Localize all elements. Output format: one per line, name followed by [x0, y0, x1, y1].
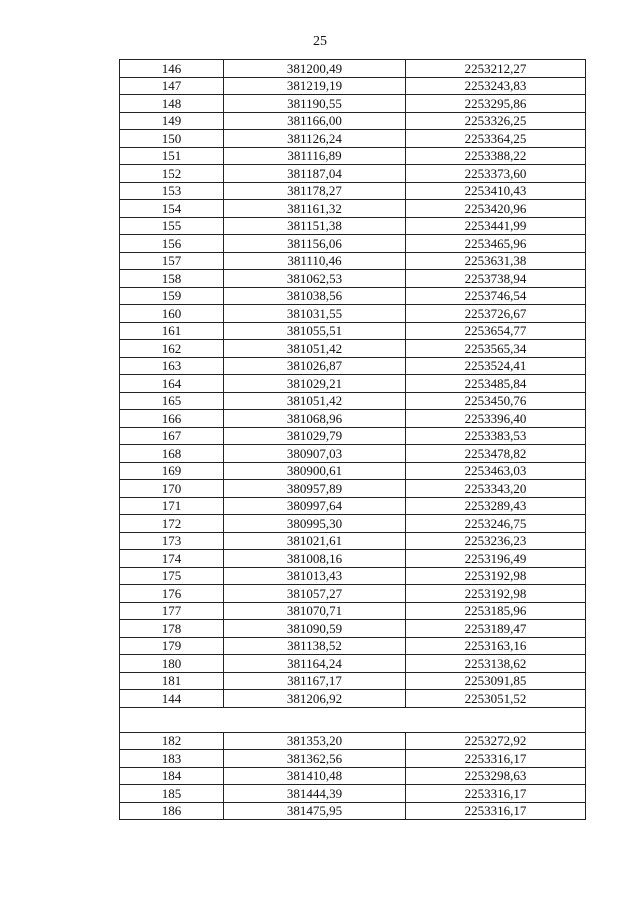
x-coordinate-cell: 381029,79 — [224, 427, 406, 445]
x-coordinate-cell: 381116,89 — [224, 147, 406, 165]
table-row — [120, 147, 586, 165]
point-number-cell: 172 — [120, 515, 224, 533]
table-row — [120, 690, 586, 708]
point-number-cell: 147 — [120, 77, 224, 95]
y-coordinate-cell: 2253289,43 — [406, 497, 586, 515]
y-coordinate-cell: 2253316,17 — [406, 802, 586, 820]
coordinates-table-body — [120, 60, 586, 820]
table-row — [120, 200, 586, 218]
table-row — [120, 767, 586, 785]
y-coordinate-cell: 2253565,34 — [406, 340, 586, 358]
y-coordinate-cell: 2253441,99 — [406, 217, 586, 235]
table-row — [120, 305, 586, 323]
point-number-cell: 165 — [120, 392, 224, 410]
y-coordinate-cell: 2253295,86 — [406, 95, 586, 113]
x-coordinate-cell: 381353,20 — [224, 732, 406, 750]
point-number-cell: 181 — [120, 672, 224, 690]
point-number-cell: 176 — [120, 585, 224, 603]
table-row — [120, 785, 586, 803]
point-number-cell: 158 — [120, 270, 224, 288]
x-coordinate-cell: 381410,48 — [224, 767, 406, 785]
x-coordinate-cell: 380907,03 — [224, 445, 406, 463]
point-number-cell: 161 — [120, 322, 224, 340]
x-coordinate-cell: 381161,32 — [224, 200, 406, 218]
x-coordinate-cell: 381444,39 — [224, 785, 406, 803]
table-row — [120, 77, 586, 95]
y-coordinate-cell: 2253478,82 — [406, 445, 586, 463]
table-row — [120, 252, 586, 270]
point-number-cell: 149 — [120, 112, 224, 130]
x-coordinate-cell: 381090,59 — [224, 620, 406, 638]
y-coordinate-cell: 2253192,98 — [406, 585, 586, 603]
x-coordinate-cell: 381190,55 — [224, 95, 406, 113]
page-number: 25 — [313, 34, 327, 49]
y-coordinate-cell: 2253631,38 — [406, 252, 586, 270]
table-row — [120, 165, 586, 183]
table-row — [120, 637, 586, 655]
point-number-cell: 148 — [120, 95, 224, 113]
x-coordinate-cell: 381187,04 — [224, 165, 406, 183]
x-coordinate-cell: 381475,95 — [224, 802, 406, 820]
y-coordinate-cell: 2253450,76 — [406, 392, 586, 410]
y-coordinate-cell: 2253364,25 — [406, 130, 586, 148]
y-coordinate-cell: 2253410,43 — [406, 182, 586, 200]
table-row — [120, 802, 586, 820]
table-row — [120, 375, 586, 393]
y-coordinate-cell: 2253138,62 — [406, 655, 586, 673]
x-coordinate-cell: 381206,92 — [224, 690, 406, 708]
x-coordinate-cell: 381138,52 — [224, 637, 406, 655]
table-gap-cell — [120, 707, 586, 732]
y-coordinate-cell: 2253212,27 — [406, 60, 586, 78]
point-number-cell: 163 — [120, 357, 224, 375]
y-coordinate-cell: 2253163,16 — [406, 637, 586, 655]
table-row — [120, 287, 586, 305]
point-number-cell: 182 — [120, 732, 224, 750]
table-gap-row — [120, 707, 586, 732]
x-coordinate-cell: 381110,46 — [224, 252, 406, 270]
y-coordinate-cell: 2253298,63 — [406, 767, 586, 785]
point-number-cell: 166 — [120, 410, 224, 428]
y-coordinate-cell: 2253196,49 — [406, 550, 586, 568]
x-coordinate-cell: 381167,17 — [224, 672, 406, 690]
x-coordinate-cell: 381008,16 — [224, 550, 406, 568]
table-row — [120, 497, 586, 515]
point-number-cell: 171 — [120, 497, 224, 515]
y-coordinate-cell: 2253383,53 — [406, 427, 586, 445]
x-coordinate-cell: 380997,64 — [224, 497, 406, 515]
table-row — [120, 270, 586, 288]
y-coordinate-cell: 2253326,25 — [406, 112, 586, 130]
table-row — [120, 462, 586, 480]
x-coordinate-cell: 381156,06 — [224, 235, 406, 253]
table-row — [120, 750, 586, 768]
table-row — [120, 515, 586, 533]
table-row — [120, 60, 586, 78]
table-row — [120, 340, 586, 358]
table-row — [120, 217, 586, 235]
x-coordinate-cell: 380995,30 — [224, 515, 406, 533]
y-coordinate-cell: 2253051,52 — [406, 690, 586, 708]
table-row — [120, 427, 586, 445]
x-coordinate-cell: 381031,55 — [224, 305, 406, 323]
point-number-cell: 169 — [120, 462, 224, 480]
x-coordinate-cell: 380957,89 — [224, 480, 406, 498]
point-number-cell: 144 — [120, 690, 224, 708]
x-coordinate-cell: 381021,61 — [224, 532, 406, 550]
x-coordinate-cell: 381178,27 — [224, 182, 406, 200]
x-coordinate-cell: 381026,87 — [224, 357, 406, 375]
point-number-cell: 183 — [120, 750, 224, 768]
table-row — [120, 567, 586, 585]
table-row — [120, 410, 586, 428]
point-number-cell: 154 — [120, 200, 224, 218]
point-number-cell: 159 — [120, 287, 224, 305]
point-number-cell: 170 — [120, 480, 224, 498]
y-coordinate-cell: 2253246,75 — [406, 515, 586, 533]
y-coordinate-cell: 2253463,03 — [406, 462, 586, 480]
point-number-cell: 160 — [120, 305, 224, 323]
x-coordinate-cell: 381164,24 — [224, 655, 406, 673]
point-number-cell: 157 — [120, 252, 224, 270]
table-row — [120, 182, 586, 200]
x-coordinate-cell: 381029,21 — [224, 375, 406, 393]
y-coordinate-cell: 2253738,94 — [406, 270, 586, 288]
x-coordinate-cell: 381057,27 — [224, 585, 406, 603]
table-row — [120, 235, 586, 253]
point-number-cell: 179 — [120, 637, 224, 655]
x-coordinate-cell: 381166,00 — [224, 112, 406, 130]
point-number-cell: 178 — [120, 620, 224, 638]
point-number-cell: 168 — [120, 445, 224, 463]
x-coordinate-cell: 381070,71 — [224, 602, 406, 620]
table-row — [120, 602, 586, 620]
table-row — [120, 732, 586, 750]
x-coordinate-cell: 381126,24 — [224, 130, 406, 148]
y-coordinate-cell: 2253524,41 — [406, 357, 586, 375]
y-coordinate-cell: 2253343,20 — [406, 480, 586, 498]
table-row — [120, 550, 586, 568]
point-number-cell: 177 — [120, 602, 224, 620]
y-coordinate-cell: 2253189,47 — [406, 620, 586, 638]
table-row — [120, 392, 586, 410]
point-number-cell: 155 — [120, 217, 224, 235]
table-row — [120, 672, 586, 690]
point-number-cell: 186 — [120, 802, 224, 820]
y-coordinate-cell: 2253272,92 — [406, 732, 586, 750]
point-number-cell: 180 — [120, 655, 224, 673]
table-row — [120, 322, 586, 340]
table-row — [120, 480, 586, 498]
table-row — [120, 655, 586, 673]
table-row — [120, 445, 586, 463]
point-number-cell: 152 — [120, 165, 224, 183]
y-coordinate-cell: 2253465,96 — [406, 235, 586, 253]
x-coordinate-cell: 381068,96 — [224, 410, 406, 428]
y-coordinate-cell: 2253726,67 — [406, 305, 586, 323]
table-row — [120, 95, 586, 113]
table-row — [120, 585, 586, 603]
point-number-cell: 175 — [120, 567, 224, 585]
point-number-cell: 173 — [120, 532, 224, 550]
x-coordinate-cell: 380900,61 — [224, 462, 406, 480]
point-number-cell: 153 — [120, 182, 224, 200]
y-coordinate-cell: 2253185,96 — [406, 602, 586, 620]
x-coordinate-cell: 381151,38 — [224, 217, 406, 235]
y-coordinate-cell: 2253396,40 — [406, 410, 586, 428]
point-number-cell: 167 — [120, 427, 224, 445]
y-coordinate-cell: 2253192,98 — [406, 567, 586, 585]
point-number-cell: 184 — [120, 767, 224, 785]
y-coordinate-cell: 2253316,17 — [406, 785, 586, 803]
x-coordinate-cell: 381055,51 — [224, 322, 406, 340]
point-number-cell: 150 — [120, 130, 224, 148]
y-coordinate-cell: 2253420,96 — [406, 200, 586, 218]
table-row — [120, 112, 586, 130]
point-number-cell: 162 — [120, 340, 224, 358]
y-coordinate-cell: 2253373,60 — [406, 165, 586, 183]
coordinates-table — [119, 59, 586, 820]
point-number-cell: 185 — [120, 785, 224, 803]
y-coordinate-cell: 2253316,17 — [406, 750, 586, 768]
y-coordinate-cell: 2253236,23 — [406, 532, 586, 550]
x-coordinate-cell: 381200,49 — [224, 60, 406, 78]
y-coordinate-cell: 2253485,84 — [406, 375, 586, 393]
y-coordinate-cell: 2253243,83 — [406, 77, 586, 95]
y-coordinate-cell: 2253654,77 — [406, 322, 586, 340]
table-row — [120, 357, 586, 375]
table-row — [120, 620, 586, 638]
point-number-cell: 151 — [120, 147, 224, 165]
point-number-cell: 174 — [120, 550, 224, 568]
x-coordinate-cell: 381219,19 — [224, 77, 406, 95]
x-coordinate-cell: 381051,42 — [224, 392, 406, 410]
x-coordinate-cell: 381051,42 — [224, 340, 406, 358]
point-number-cell: 146 — [120, 60, 224, 78]
y-coordinate-cell: 2253091,85 — [406, 672, 586, 690]
y-coordinate-cell: 2253388,22 — [406, 147, 586, 165]
point-number-cell: 164 — [120, 375, 224, 393]
point-number-cell: 156 — [120, 235, 224, 253]
table-row — [120, 532, 586, 550]
x-coordinate-cell: 381038,56 — [224, 287, 406, 305]
table-row — [120, 130, 586, 148]
x-coordinate-cell: 381013,43 — [224, 567, 406, 585]
x-coordinate-cell: 381362,56 — [224, 750, 406, 768]
y-coordinate-cell: 2253746,54 — [406, 287, 586, 305]
x-coordinate-cell: 381062,53 — [224, 270, 406, 288]
